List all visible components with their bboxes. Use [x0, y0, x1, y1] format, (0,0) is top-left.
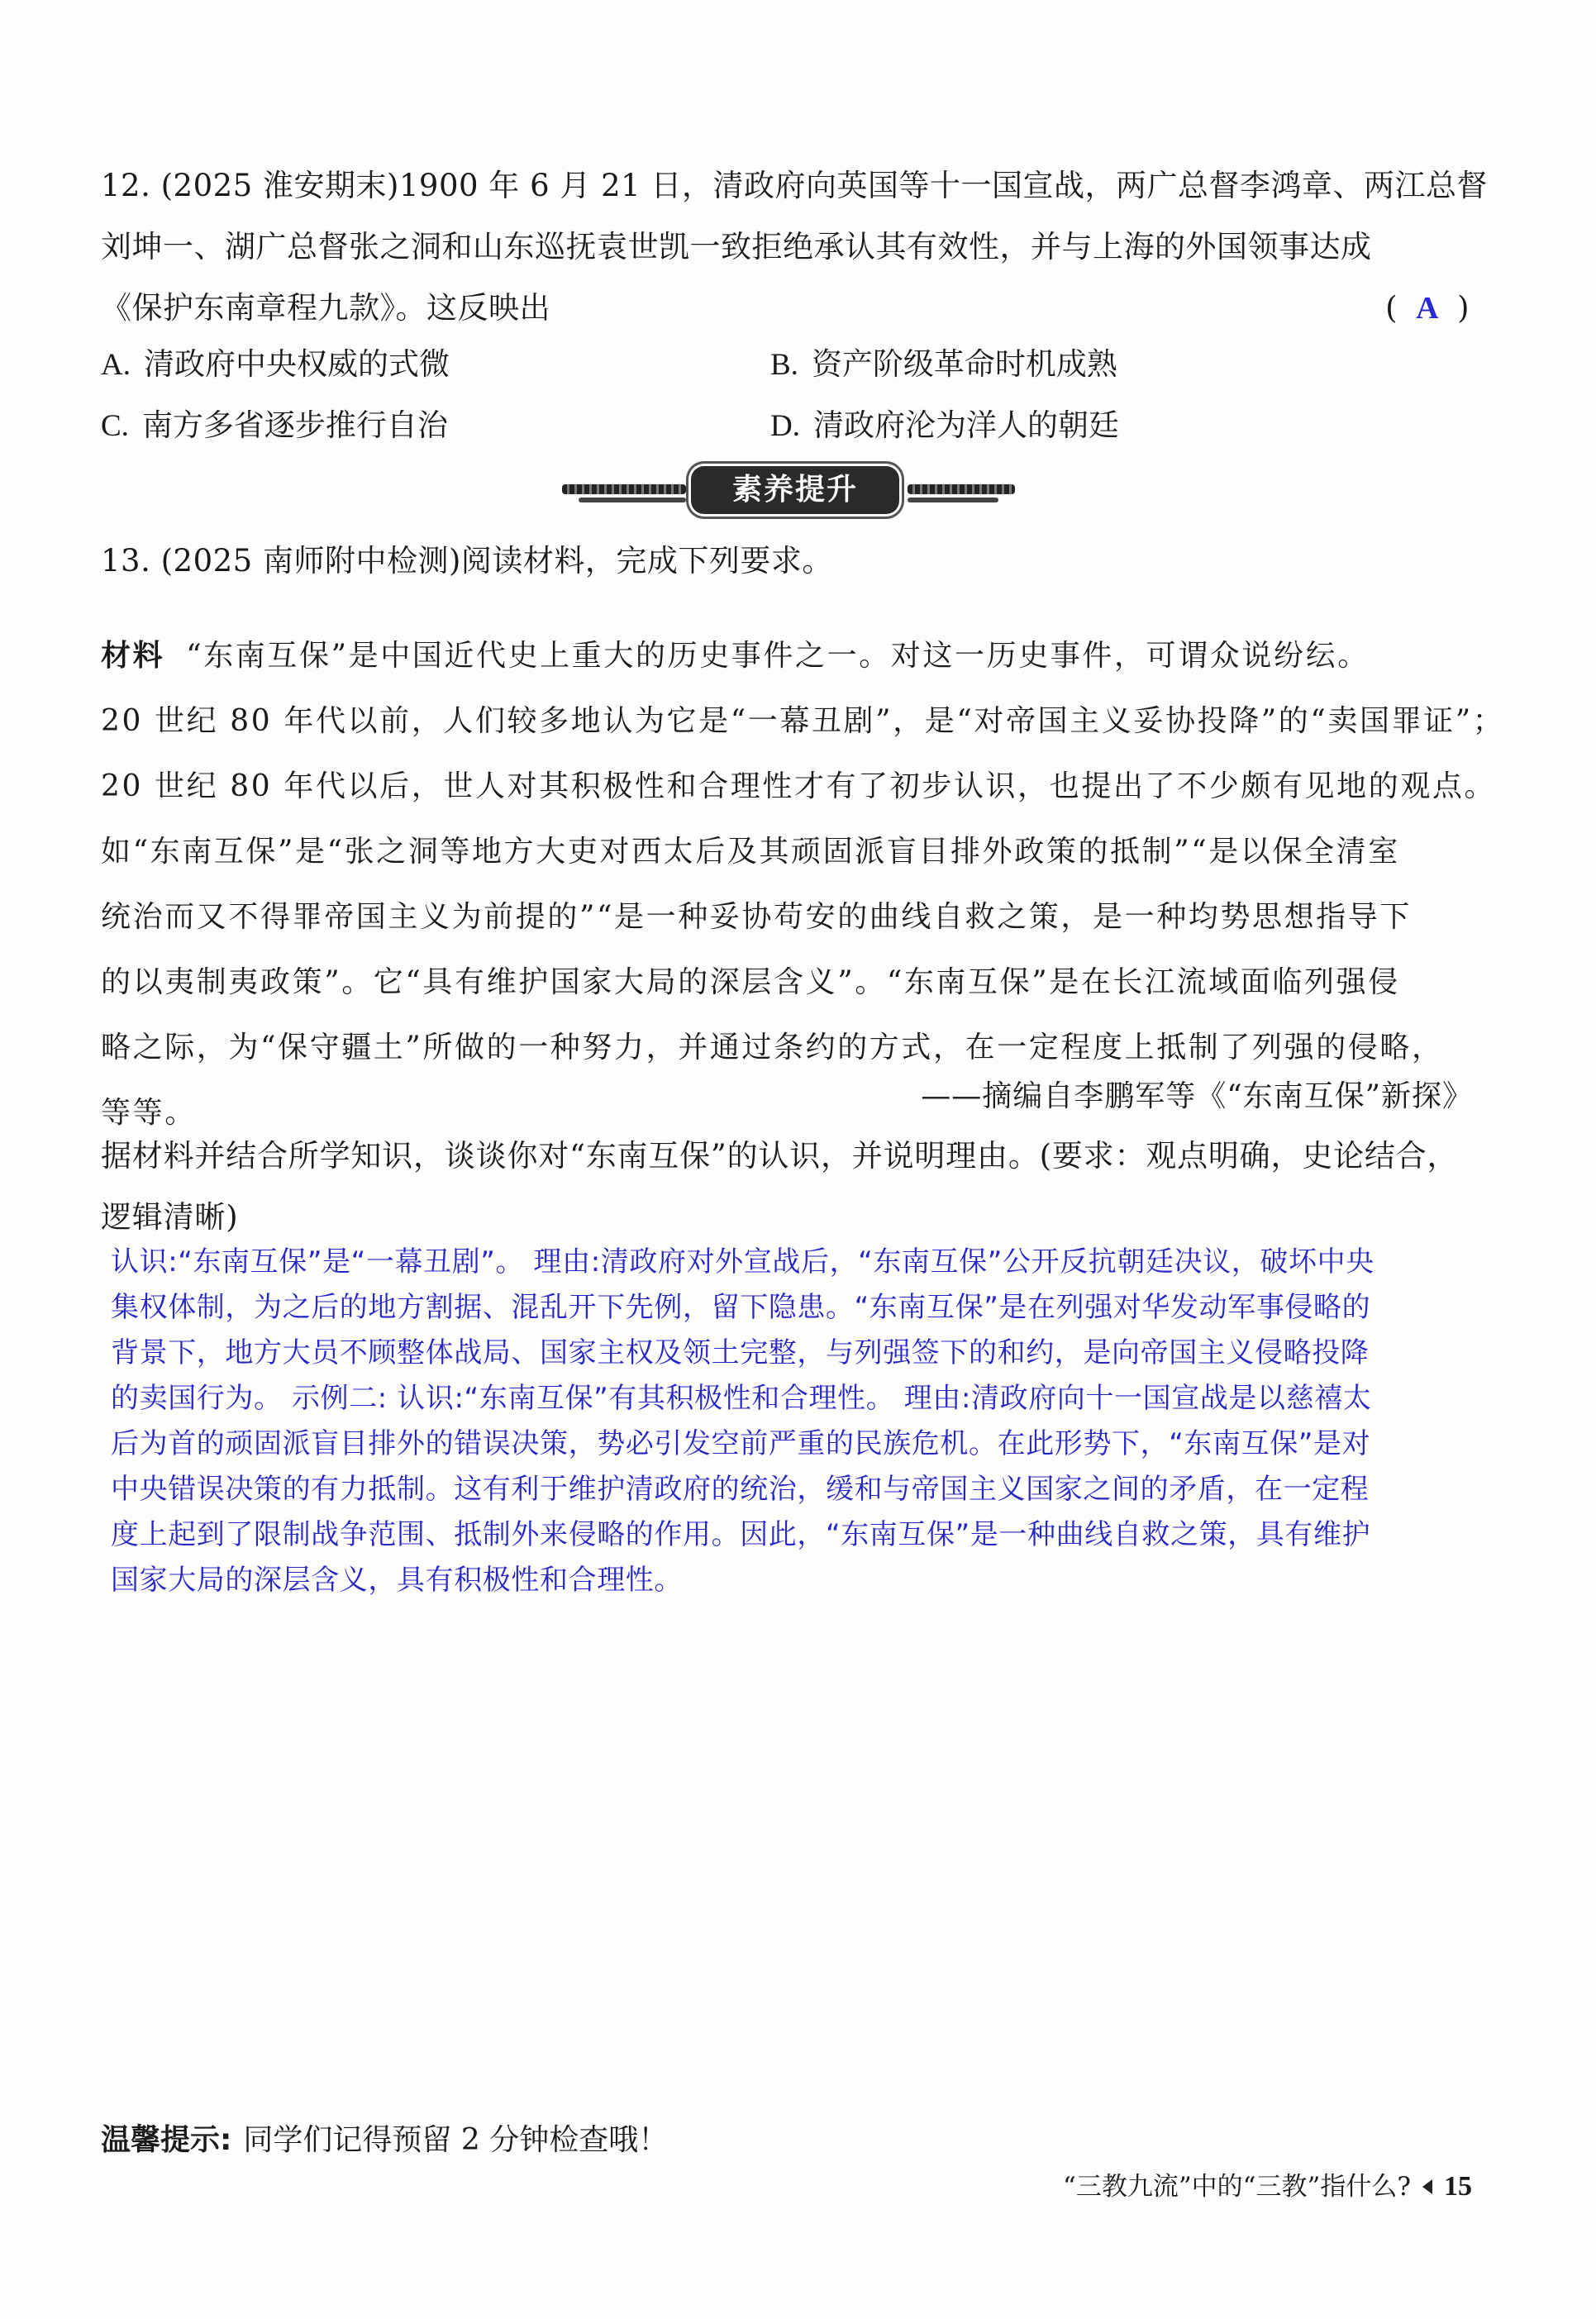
section-banner-label: 素养提升 — [691, 466, 899, 514]
material-line-1 — [101, 623, 1489, 688]
material-label: 材料 — [101, 639, 165, 673]
material-line-5: 统治而又不得罪帝国主义为前提的”“是一种妥协苟安的曲线自救之策，是一种均势思想指导下 — [101, 900, 1413, 934]
material-line-3: 20 世纪 80 年代以后，世人对其积极性和合理性才有了初步认识，也提出了不少颇有见地的观点。 — [101, 769, 1497, 803]
page-footer — [1063, 2164, 1472, 2210]
option-b-text: 资产阶级革命时机成熟 — [811, 346, 1117, 382]
option-d-text: 清政府沦为洋人的朝廷 — [812, 407, 1119, 443]
material-line-1-text: “东南互保”是中国近代史上重大的历史事件之一。对这一历史事件，可谓众说纷纭。 — [186, 639, 1370, 673]
banner-decoration-right — [908, 484, 1015, 494]
question-13-answer — [111, 1240, 1508, 1603]
option-a-text: 清政府中央权威的式微 — [143, 346, 450, 382]
option-a-letter: A. — [101, 348, 131, 382]
answer-line-8: 国家大局的深层含义，具有积极性和合理性。 — [111, 1564, 683, 1597]
question-12-line-2: 刘坤一、湖广总督张之洞和山东巡抚袁世凯一致拒绝承认其有效性，并与上海的外国领事达成 — [101, 229, 1372, 264]
prompt-line-2: 逻辑清晰) — [101, 1199, 239, 1235]
material-line-6: 的以夷制夷政策”。它“具有维护国家大局的深层含义”。“东南互保”是在长江流域面临列强侵 — [101, 965, 1400, 999]
material-line-2: 20 世纪 80 年代以前，人们较多地认为它是“一幕丑剧”，是“对帝国主义妥协投降”的“卖国罪证”； — [101, 704, 1505, 738]
tip-label: 温馨提示: — [101, 2123, 232, 2157]
footer-trivia-question: “三教九流”中的“三教”指什么? — [1062, 2172, 1411, 2202]
tip-text: 同学们记得预留 2 分钟检查哦！ — [243, 2123, 669, 2157]
material-line-4: 如“东南互保”是“张之洞等地方大吏对西太后及其顽固派盲目排外政策的抵制”“是以保全清室 — [101, 835, 1400, 869]
page-arrow-icon — [1422, 2179, 1432, 2194]
answer-line-3: 背景下，地方大员不顾整体战局、国家主权及领土完整，与列强签下的和约，是向帝国主义侵略投降 — [111, 1336, 1370, 1369]
option-c[interactable] — [101, 395, 770, 456]
option-b-letter: B. — [770, 348, 798, 382]
paren-close: ) — [1457, 290, 1470, 326]
banner-decoration-left — [562, 484, 686, 494]
paren-open: ( — [1385, 290, 1398, 326]
prompt-line-1: 据材料并结合所学知识，谈谈你对“东南互保”的认识，并说明理由。(要求：观点明确，史论结合， — [101, 1138, 1459, 1174]
answer-line-7: 度上起到了限制战争范围、抵制外来侵略的作用。因此，“东南互保”是一种曲线自救之策，具有维护 — [111, 1518, 1371, 1551]
question-12-line-3 — [101, 278, 1473, 339]
option-a[interactable] — [101, 334, 770, 395]
answer-parentheses — [1385, 278, 1470, 339]
material-line-7: 略之际，为“保守疆土”所做的一种努力，并通过条约的方式，在一定程度上抵制了列强的侵略， — [101, 1031, 1444, 1064]
question-12-options — [101, 334, 1473, 456]
question-13-heading-block — [101, 531, 1473, 592]
section-banner — [0, 463, 1596, 522]
question-12-line-3-text: 《保护东南章程九款》。这反映出 — [101, 290, 550, 326]
option-d-letter: D. — [770, 409, 800, 443]
options-row-1 — [101, 334, 1473, 395]
option-b[interactable] — [770, 334, 1440, 395]
question-12-answer: A — [1416, 291, 1440, 326]
answer-line-5: 后为首的顽固派盲目排外的错误决策，势必引发空前严重的民族危机。在此形势下，“东南互保”是对 — [111, 1427, 1371, 1460]
question-13-prompt — [101, 1126, 1489, 1248]
answer-line-6: 中央错误决策的有力抵制。这有利于维护清政府的统治，缓和与帝国主义国家之间的矛盾，在一定程 — [111, 1473, 1370, 1506]
material-line-8: 等等。 — [101, 1096, 197, 1130]
option-d[interactable] — [770, 395, 1440, 456]
question-12-line-1: 12. (2025 淮安期末)1900 年 6 月 21 日，清政府向英国等十一国宣战，两广总督李鸿章、两江总督 — [101, 168, 1488, 203]
answer-line-2: 集权体制，为之后的地方割据、混乱开下先例，留下隐患。“东南互保”是在列强对华发动军事侵略的 — [111, 1291, 1371, 1324]
option-c-letter: C. — [101, 409, 129, 443]
question-12 — [101, 155, 1488, 339]
reminder-tip — [101, 2116, 668, 2165]
material-source: ——摘编自李鹏军等《“东南互保”新探》 — [921, 1079, 1473, 1113]
page-number: 15 — [1444, 2171, 1472, 2202]
option-c-text: 南方多省逐步推行自治 — [141, 407, 448, 443]
question-13-heading: 13. (2025 南师附中检测)阅读材料，完成下列要求。 — [101, 543, 833, 579]
answer-line-4: 的卖国行为。 示例二: 认识:“东南互保”有其积极性和合理性。 理由:清政府向十一国宣战是以慈禧太 — [111, 1382, 1372, 1415]
options-row-2 — [101, 395, 1473, 456]
answer-line-1: 认识:“东南互保”是“一幕丑剧”。 理由:清政府对外宣战后，“东南互保”公开反抗朝廷决议，破坏中央 — [111, 1245, 1374, 1279]
